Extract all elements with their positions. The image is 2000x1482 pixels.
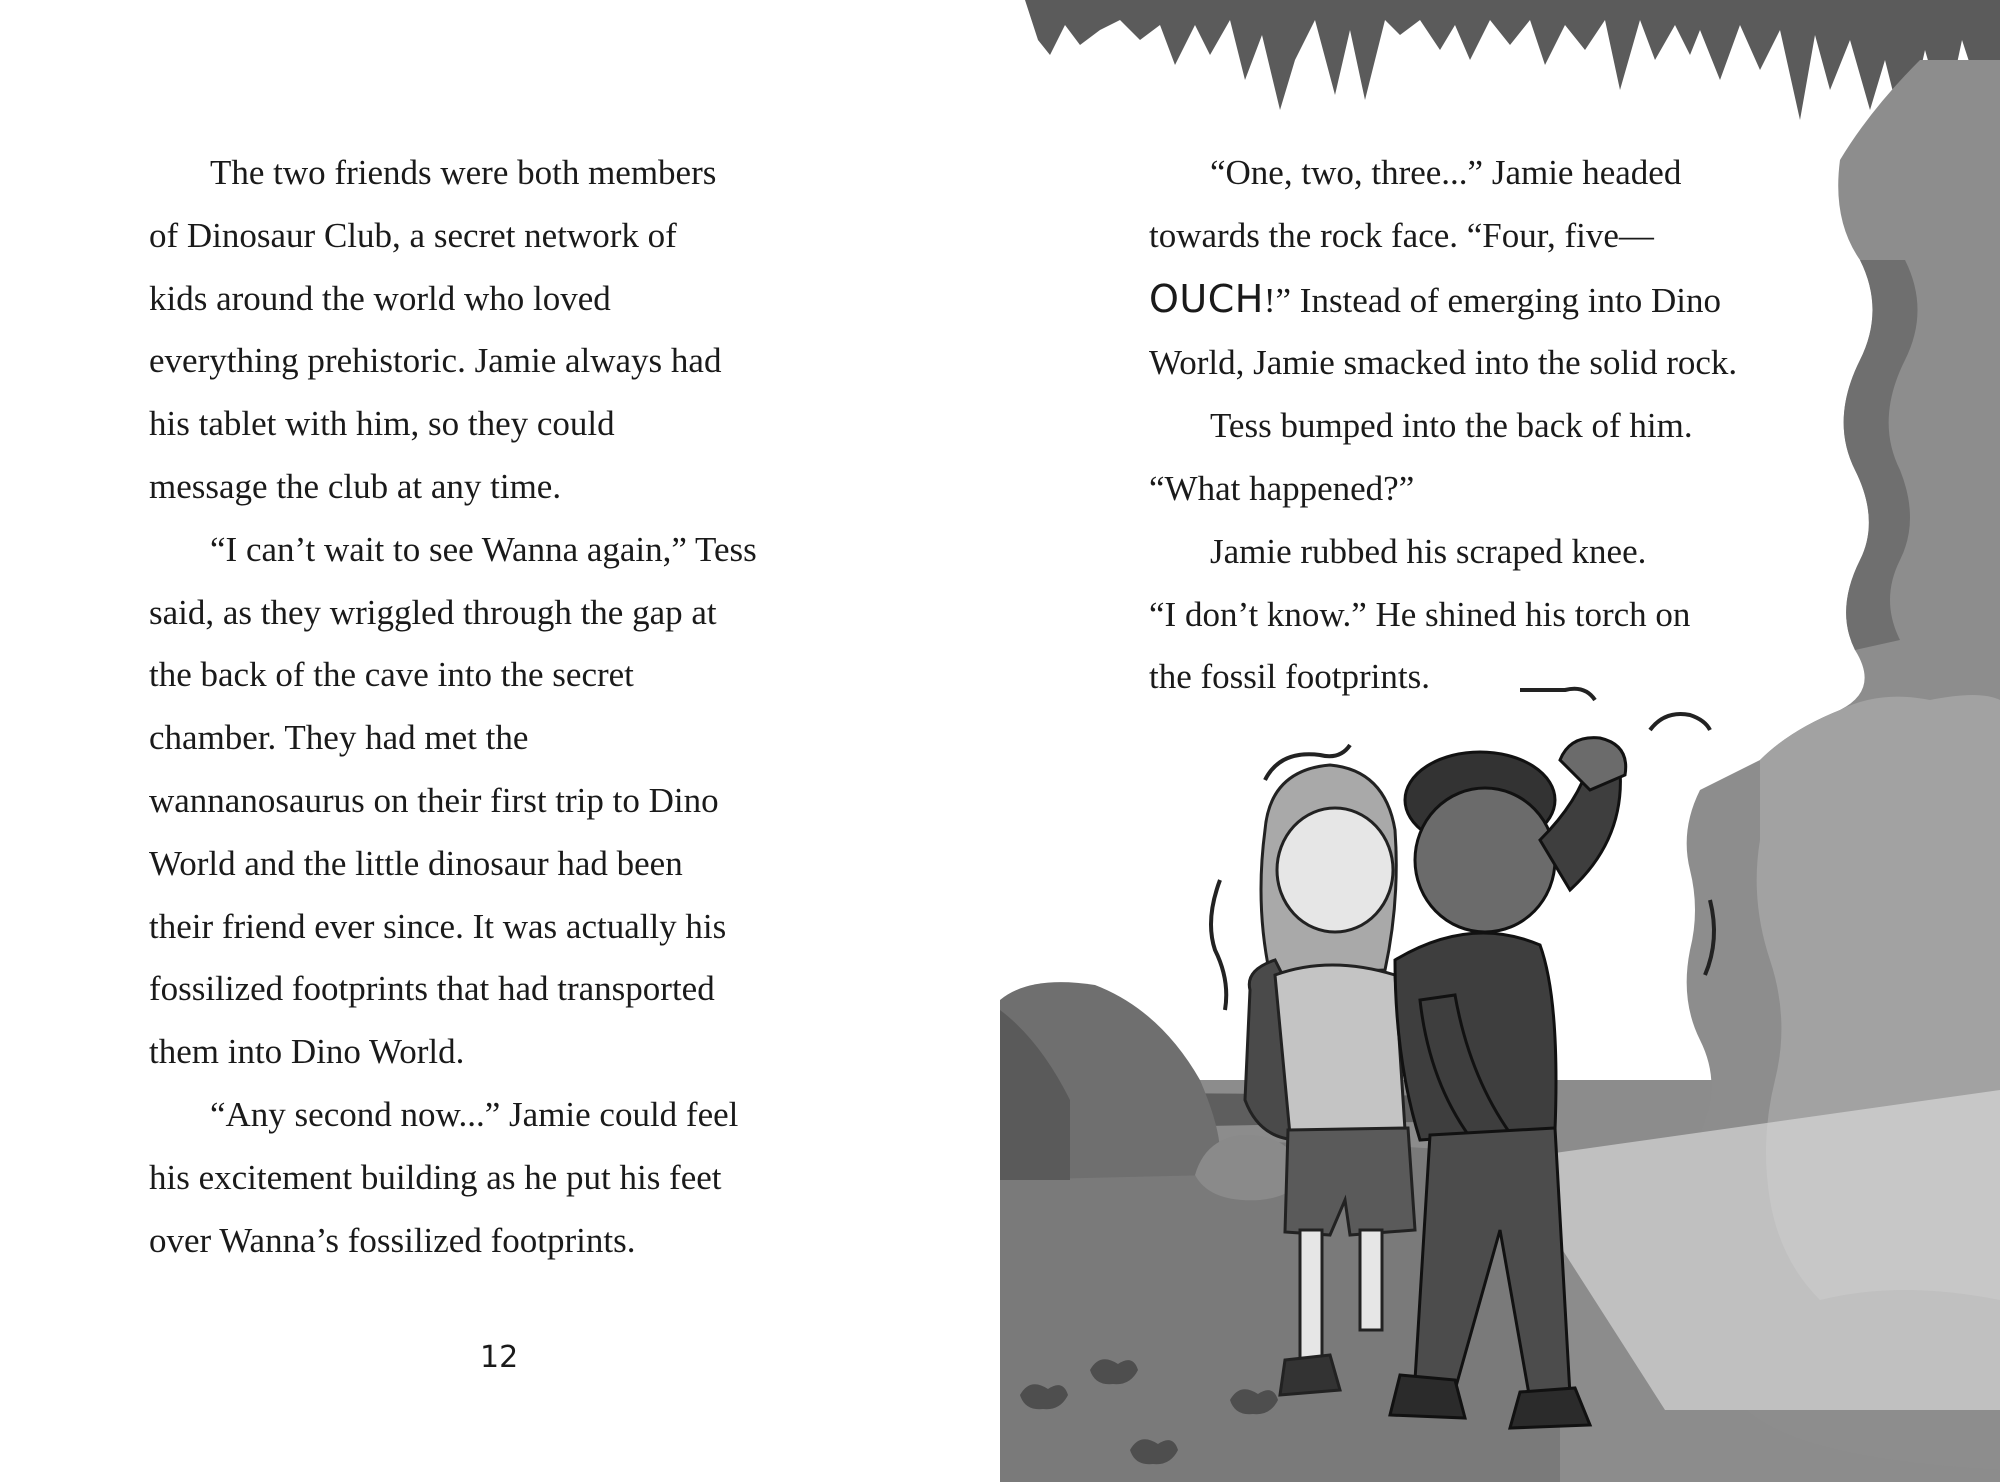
text-line — [1149, 268, 1737, 333]
text-line: World, Jamie smacked into the solid rock. — [1149, 343, 1738, 383]
right-page — [1000, 0, 2000, 1482]
text-line: “One, two, three...” Jamie headed — [1210, 153, 1682, 192]
left-page-text — [149, 142, 757, 1272]
text-line: kids around the world who loved — [149, 278, 611, 318]
stalactites — [1025, 0, 2000, 140]
right-page-text — [1149, 142, 1737, 709]
text-line: towards the rock face. “Four, five— — [1149, 215, 1654, 255]
burst-line — [1650, 714, 1710, 730]
burst-line — [1211, 880, 1226, 1010]
tess-leg-right — [1360, 1230, 1382, 1330]
text-line: fossilized footprints that had transported — [149, 969, 715, 1009]
ouch-exclamation: OUCH — [1149, 276, 1264, 321]
jamie-shoe-right — [1510, 1388, 1590, 1428]
tess-shorts — [1285, 1128, 1415, 1235]
jamie-face — [1415, 788, 1555, 932]
text-line: “I can’t wait to see Wanna again,” Tess — [210, 529, 757, 569]
text-line: World and the little dinosaur had been — [149, 843, 683, 883]
text-line: Jamie rubbed his scraped knee. — [1210, 531, 1647, 571]
page-number: 12 — [480, 1340, 519, 1375]
text-line: them into Dino World. — [149, 1032, 465, 1072]
jamie-shoe-left — [1390, 1375, 1465, 1418]
text-line: “I don’t know.” He shined his torch on — [1149, 594, 1691, 634]
text-line: their friend ever since. It was actually his — [149, 906, 727, 946]
text-line: of Dinosaur Club, a secret network of — [149, 215, 677, 255]
text-line: chamber. They had met the — [149, 718, 529, 758]
text-line: message the club at any time. — [149, 466, 562, 506]
text-line: The two friends were both members — [210, 153, 717, 192]
text-line: everything prehistoric. Jamie always had — [149, 341, 722, 381]
text-line: Tess bumped into the back of him. — [1210, 406, 1693, 446]
text-line: his excitement building as he put his feet — [149, 1157, 722, 1197]
tess-shoe — [1280, 1355, 1340, 1395]
tess-face — [1277, 808, 1393, 932]
tess-shirt — [1275, 965, 1405, 1135]
text-line: the back of the cave into the secret — [149, 655, 634, 695]
text-fragment: !” Instead of emerging into Dino — [1263, 280, 1721, 320]
text-line: over Wanna’s fossilized footprints. — [149, 1220, 636, 1260]
tess-leg-left — [1300, 1230, 1322, 1360]
text-line: the fossil footprints. — [1149, 657, 1430, 697]
text-line: “Any second now...” Jamie could feel — [210, 1094, 739, 1134]
text-line: “What happened?” — [1149, 468, 1415, 508]
text-line: his tablet with him, so they could — [149, 404, 615, 444]
text-line: wannanosaurus on their first trip to Dino — [149, 780, 719, 820]
text-line: said, as they wriggled through the gap at — [149, 592, 717, 632]
